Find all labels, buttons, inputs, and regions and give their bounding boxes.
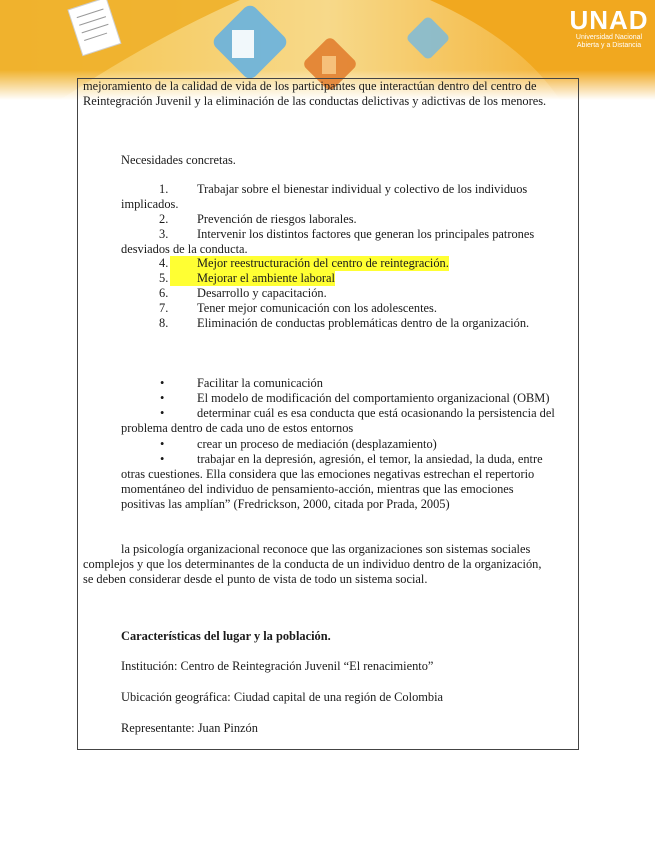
- needs-num: 5.: [159, 271, 169, 285]
- needs-item: Desarrollo y capacitación.: [197, 286, 327, 300]
- needs-item: Tener mejor comunicación con los adolescentes.: [197, 301, 437, 315]
- needs-num: 8.: [159, 316, 169, 330]
- bullet-item: determinar cuál es esa conducta que está ocasionando la persistencia del: [197, 406, 555, 420]
- needs-item-highlighted: Mejor reestructuración del centro de reintegración.: [170, 256, 449, 271]
- needs-num: 3.: [159, 227, 169, 241]
- needs-item-cont: desviados de la conducta.: [121, 242, 248, 256]
- bullet-symbol: •: [160, 437, 165, 451]
- needs-item-highlighted: Mejorar el ambiente laboral: [170, 271, 335, 286]
- bullet-symbol: •: [160, 452, 165, 466]
- needs-num: 7.: [159, 301, 169, 315]
- bullet-symbol: •: [160, 406, 165, 420]
- needs-num: 2.: [159, 212, 169, 226]
- bullet-item: crear un proceso de mediación (desplazamiento): [197, 437, 437, 451]
- bullet-item-cont: problema dentro de cada uno de estos entornos: [121, 421, 354, 435]
- institution-text: Institución: Centro de Reintegración Juvenil “El renacimiento”: [121, 659, 434, 673]
- bullet-item: El modelo de modificación del comportamiento organizacional (OBM): [197, 391, 550, 405]
- intro-line-2: Reintegración Juvenil y la eliminación de las conductas delictivas y adictivas de los menores.: [83, 94, 547, 108]
- logo-text: UNAD: [569, 5, 649, 35]
- unad-logo: [569, 6, 649, 50]
- needs-item: Intervenir los distintos factores que generan los principales patrones: [197, 227, 535, 241]
- logo-subtitle-2: Abierta y a Distancia: [576, 42, 642, 49]
- needs-num: 1.: [159, 182, 169, 196]
- bullet-item-cont: momentáneo del individuo de pensamiento-acción, mientras que las emociones: [121, 482, 514, 496]
- location-text: Ubicación geográfica: Ciudad capital de una región de Colombia: [121, 690, 444, 704]
- paragraph-line-1: la psicología organizacional reconoce que las organizaciones son sistemas sociales: [121, 542, 531, 556]
- needs-num: 4.: [159, 256, 169, 270]
- intro-line-1: mejoramiento de la calidad de vida de los participantes que interactúan dentro del centro de: [83, 79, 537, 93]
- bullet-item: trabajar en la depresión, agresión, el temor, la ansiedad, la duda, entre: [197, 452, 543, 466]
- paragraph-line-3: se deben considerar desde el punto de vista de todo un sistema social.: [83, 572, 428, 586]
- needs-item: Trabajar sobre el bienestar individual y colectivo de los individuos: [197, 182, 528, 196]
- needs-item: Eliminación de conductas problemáticas dentro de la organización.: [197, 316, 530, 330]
- needs-heading: Necesidades concretas.: [121, 153, 236, 167]
- bullet-item-cont: otras cuestiones. Ella considera que las emociones negativas estrechan el repertorio: [121, 467, 535, 481]
- representative-text: Representante: Juan Pinzón: [121, 721, 258, 735]
- logo-subtitle-1: Universidad Nacional: [575, 34, 643, 41]
- paragraph-line-2: complejos y que los determinantes de la conducta de un individuo dentro de la organización,: [83, 557, 542, 571]
- needs-num: 6.: [159, 286, 169, 300]
- needs-item-cont: implicados.: [121, 197, 179, 211]
- characteristics-heading: Características del lugar y la población.: [121, 629, 331, 643]
- bullet-symbol: •: [160, 391, 165, 405]
- needs-item: Prevención de riesgos laborales.: [197, 212, 357, 226]
- bullet-item-cont: positivas las amplían” (Fredrickson, 2000, citada por Prada, 2005): [121, 497, 450, 511]
- bullet-symbol: •: [160, 376, 165, 390]
- bullet-item: Facilitar la comunicación: [197, 376, 323, 390]
